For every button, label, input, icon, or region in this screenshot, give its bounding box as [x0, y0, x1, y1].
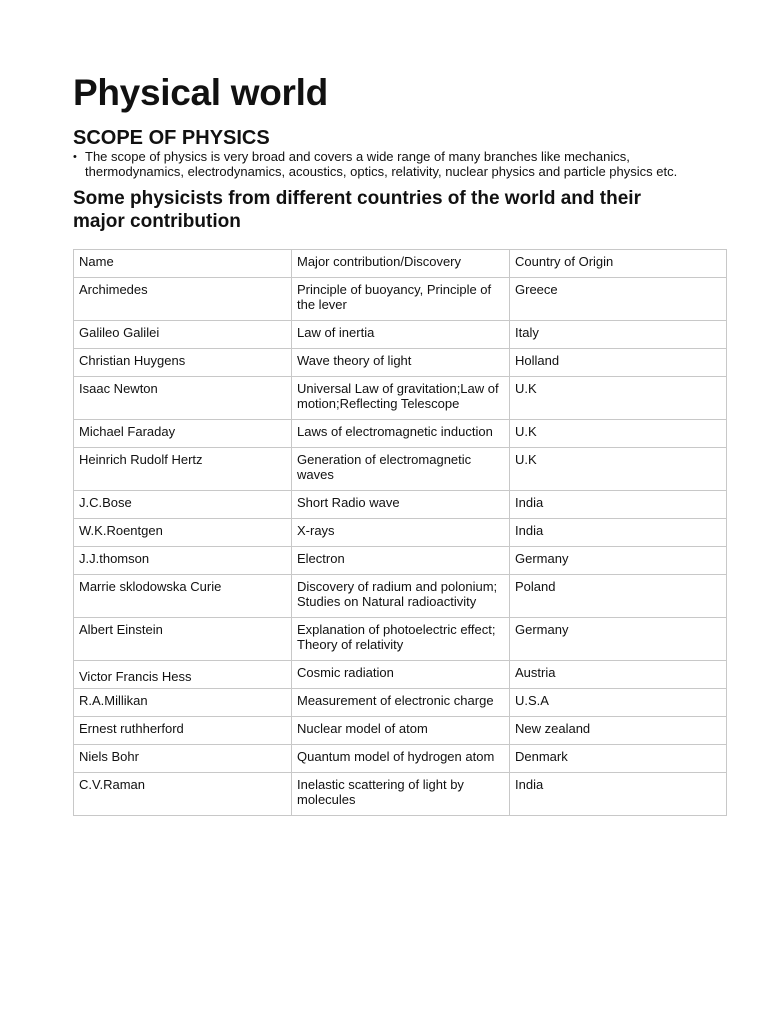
cell-contribution: Law of inertia — [292, 321, 510, 349]
cell-country: Greece — [510, 278, 727, 321]
cell-country: U.K — [510, 377, 727, 420]
table-row — [74, 420, 727, 448]
header-name: Name — [74, 250, 292, 278]
scope-heading: SCOPE OF PHYSICS — [73, 127, 270, 149]
cell-country: Austria — [510, 661, 727, 689]
table-row — [74, 491, 727, 519]
cell-country: India — [510, 773, 727, 816]
cell-name: Niels Bohr — [74, 745, 292, 773]
cell-name: Heinrich Rudolf Hertz — [74, 448, 292, 491]
cell-name: Galileo Galilei — [74, 321, 292, 349]
cell-country: U.K — [510, 420, 727, 448]
table-row — [74, 377, 727, 420]
cell-country: U.K — [510, 448, 727, 491]
cell-country: Germany — [510, 618, 727, 661]
table-row — [74, 448, 727, 491]
cell-contribution: Laws of electromagnetic induction — [292, 420, 510, 448]
physicists-table — [73, 249, 727, 816]
cell-name: Ernest ruthherford — [74, 717, 292, 745]
table-row — [74, 519, 727, 547]
page-title: Physical world — [73, 72, 328, 113]
cell-country: Italy — [510, 321, 727, 349]
table-row — [74, 547, 727, 575]
cell-country: Germany — [510, 547, 727, 575]
cell-country: India — [510, 491, 727, 519]
table-row — [74, 321, 727, 349]
physicists-heading: Some physicists from different countries of the world and their major contribution — [73, 188, 641, 232]
cell-country: Denmark — [510, 745, 727, 773]
table-row — [74, 575, 727, 618]
cell-contribution: Nuclear model of atom — [292, 717, 510, 745]
cell-country: New zealand — [510, 717, 727, 745]
table-row — [74, 618, 727, 661]
cell-name: Marrie sklodowska Curie — [74, 575, 292, 618]
cell-contribution: Principle of buoyancy, Principle of the lever — [292, 278, 510, 321]
table-header-row — [74, 250, 727, 278]
header-contribution: Major contribution/Discovery — [292, 250, 510, 278]
table-row — [74, 773, 727, 816]
cell-name: Albert Einstein — [74, 618, 292, 661]
cell-name: J.J.thomson — [74, 547, 292, 575]
cell-name: Christian Huygens — [74, 349, 292, 377]
cell-contribution: Generation of electromagnetic waves — [292, 448, 510, 491]
cell-contribution: Electron — [292, 547, 510, 575]
cell-name: R.A.Millikan — [74, 689, 292, 717]
cell-country: India — [510, 519, 727, 547]
table-row — [74, 745, 727, 773]
cell-name: Isaac Newton — [74, 377, 292, 420]
bullet-icon: • — [73, 151, 77, 163]
document-page — [73, 70, 695, 816]
cell-contribution: Measurement of electronic charge — [292, 689, 510, 717]
cell-name: J.C.Bose — [74, 491, 292, 519]
cell-name: Michael Faraday — [74, 420, 292, 448]
scope-bullet-text: The scope of physics is very broad and covers a wide range of many branches like mechanics, thermodynamics, electrodynamics, acoustics, optics, relativity, nuclear physics and particle physics etc. — [85, 149, 678, 179]
cell-contribution: Short Radio wave — [292, 491, 510, 519]
table-row — [74, 689, 727, 717]
table-row — [74, 661, 727, 689]
cell-name: W.K.Roentgen — [74, 519, 292, 547]
cell-contribution: Explanation of photoelectric effect; Theory of relativity — [292, 618, 510, 661]
cell-contribution: X-rays — [292, 519, 510, 547]
cell-name: C.V.Raman — [74, 773, 292, 816]
table-row — [74, 717, 727, 745]
cell-country: Poland — [510, 575, 727, 618]
cell-contribution: Wave theory of light — [292, 349, 510, 377]
cell-contribution: Inelastic scattering of light by molecules — [292, 773, 510, 816]
cell-country: U.S.A — [510, 689, 727, 717]
cell-country: Holland — [510, 349, 727, 377]
cell-contribution: Universal Law of gravitation;Law of motion;Reflecting Telescope — [292, 377, 510, 420]
cell-contribution: Discovery of radium and polonium; Studies on Natural radioactivity — [292, 575, 510, 618]
cell-name: Archimedes — [74, 278, 292, 321]
table-row — [74, 349, 727, 377]
header-country: Country of Origin — [510, 250, 727, 278]
cell-name: Victor Francis Hess — [74, 661, 292, 689]
scope-bullet — [73, 150, 693, 179]
cell-contribution: Quantum model of hydrogen atom — [292, 745, 510, 773]
table-row — [74, 278, 727, 321]
cell-contribution: Cosmic radiation — [292, 661, 510, 689]
